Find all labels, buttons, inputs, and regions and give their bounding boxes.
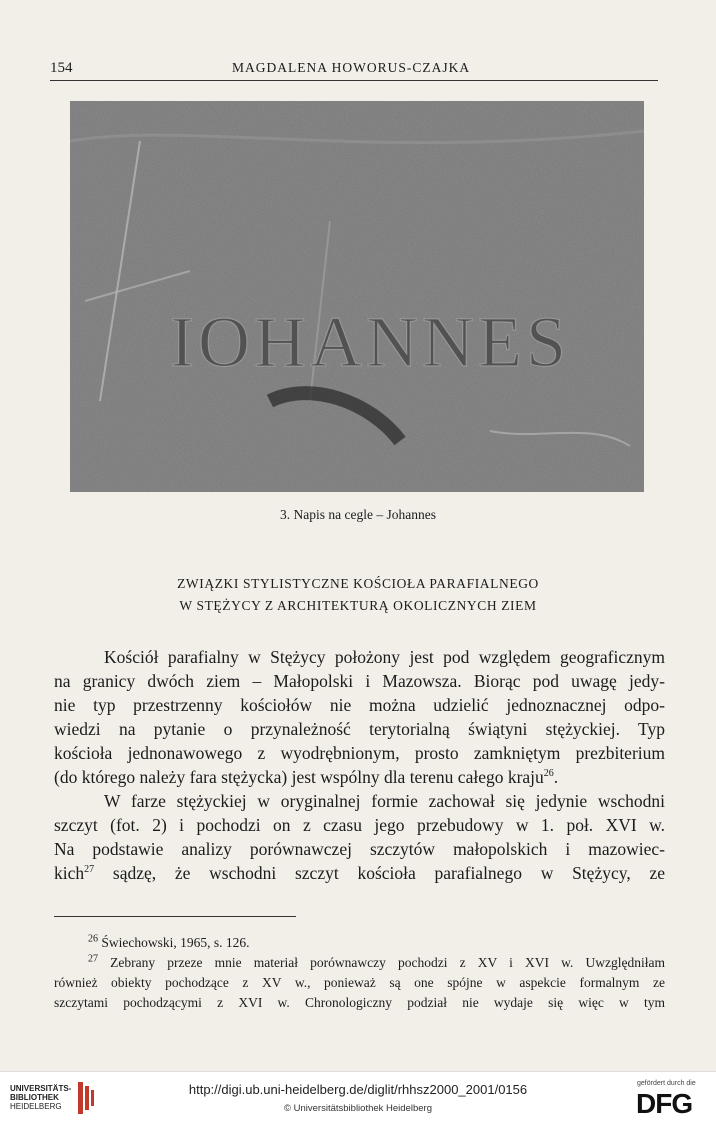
footnote-27-line: również obiekty pochodzące z XV w., ponieważ są one spójne w aspekcie formalnym ze <box>54 975 665 990</box>
body-line: Kościół parafialny w Stężycy położony jest pod względem geograficznym <box>104 647 665 667</box>
figure-caption: 3. Napis na cegle – Johannes <box>280 507 436 522</box>
body-line-text: kich <box>54 863 85 883</box>
body-line-text: (do którego należy fara stężycka) jest wspólny dla terenu całego kraju <box>54 767 544 787</box>
footnote-number: 27 <box>88 953 98 965</box>
body-line-punct: . <box>553 767 559 787</box>
footnote-27-line: szczytami pochodzącymi z XVI w. Chronologiczny podział nie wydaje się więc w tym <box>54 995 665 1010</box>
body-line: kościoła jednonawowego z wyodrębnionym, prosto zamkniętym prezbiterium <box>54 743 665 763</box>
footnote-text: Zebrany przeze mnie materiał porównawczy pochodzi z XV i XVI w. Uwzględniłam <box>98 955 665 970</box>
body-line <box>54 861 665 885</box>
running-head: MAGDALENA HOWORUS-CZAJKA <box>232 60 471 75</box>
header-rule <box>50 80 658 81</box>
body-line: nie typ przestrzenny kościołów nie można udzielić jednoznacznej odpo- <box>54 695 665 715</box>
body-line: Na podstawie analizy porównawczej szczytów małopolskich i mazowiec- <box>54 839 665 859</box>
footnote-27-line <box>88 953 665 973</box>
body-line: wiedzi na pytanie o przynależność terytorialną świątyni stężyckiej. Typ <box>54 719 665 739</box>
footnote-number: 26 <box>88 933 98 945</box>
body-line: na granicy dwóch ziem – Małopolski i Mazowsza. Biorąc pod uwagę jedy- <box>54 671 665 691</box>
section-title-line-2: W STĘŻYCY Z ARCHITEKTURĄ OKOLICZNYCH ZIEM <box>179 598 537 613</box>
logo-text: UNIVERSITÄTS- <box>10 1084 72 1093</box>
dfg-funded-by: gefördert durch die <box>637 1080 696 1087</box>
digitization-footer <box>0 1071 716 1125</box>
footnote-26 <box>88 933 250 953</box>
inscription-text: IOHANNES <box>170 302 570 382</box>
footnote-rule <box>54 916 296 917</box>
footer-copyright: © Universitätsbibliothek Heidelberg <box>284 1103 432 1114</box>
logo-text: BIBLIOTHEK <box>10 1093 59 1102</box>
body-line: W farze stężyckiej w oryginalnej formie zachował się jedynie wschodni <box>104 791 665 811</box>
brick-photo-texture <box>70 101 644 492</box>
body-line <box>54 765 665 789</box>
footnote-text: Świechowski, 1965, s. 126. <box>98 935 250 950</box>
section-title-line-1: ZWIĄZKI STYLISTYCZNE KOŚCIOŁA PARAFIALNEGO <box>177 576 539 591</box>
logo-text: HEIDELBERG <box>10 1102 62 1111</box>
brick-photo <box>70 101 644 492</box>
body-line-text: sądzę, że wschodni szczyt kościoła parafialnego w Stężycy, ze <box>94 863 665 883</box>
dfg-logo[interactable]: DFG <box>636 1088 693 1119</box>
body-line: szczyt (fot. 2) i pochodzi on z czasu jego przebudowy w 1. poł. XVI w. <box>54 815 665 835</box>
footnote-ref-26: 26 <box>543 768 554 780</box>
footer-url-link[interactable]: http://digi.ub.uni-heidelberg.de/diglit/rhhsz2000_2001/0156 <box>188 1082 528 1097</box>
page-number: 154 <box>50 60 73 76</box>
footnote-ref-27: 27 <box>84 864 95 876</box>
